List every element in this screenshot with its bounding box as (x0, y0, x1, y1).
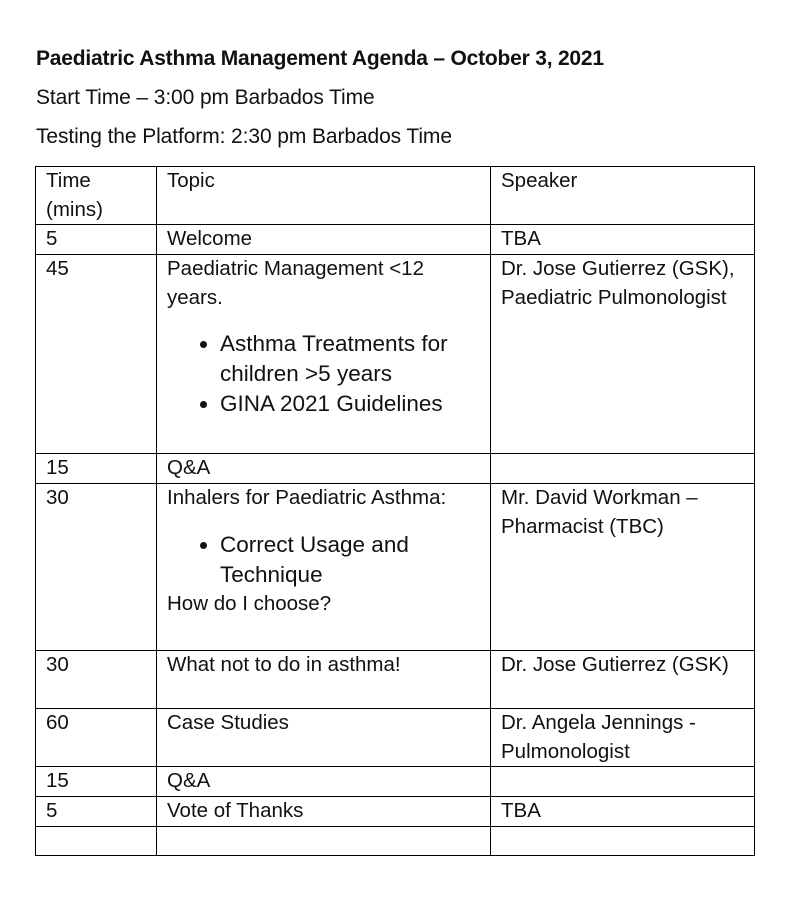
cell-time: 15 (36, 767, 157, 797)
table-row (36, 484, 755, 651)
header-time-line2: (mins) (46, 197, 103, 221)
cell-topic (157, 484, 491, 651)
cell-time: 5 (36, 797, 157, 827)
cell-time (36, 827, 157, 856)
cell-time: 30 (36, 484, 157, 651)
topic-bullets (167, 530, 480, 590)
header-speaker: Speaker (491, 167, 755, 225)
topic-after-text: How do I choose? (167, 591, 332, 615)
header-time-line1: Time (46, 169, 91, 192)
cell-speaker: TBA (491, 225, 755, 255)
cell-speaker (491, 454, 755, 484)
table-row (36, 797, 755, 827)
table-row (36, 225, 755, 255)
topic-bullets (167, 329, 480, 419)
table-row (36, 767, 755, 797)
bullet-item: • GINA 2021 Guidelines (220, 389, 480, 419)
table-row-empty (36, 827, 755, 856)
cell-topic: Welcome (157, 225, 491, 255)
table-row (36, 255, 755, 454)
cell-speaker (491, 827, 755, 856)
cell-time: 45 (36, 255, 157, 454)
agenda-title: Paediatric Asthma Management Agenda – October 3, 2021 (36, 47, 604, 70)
speaker-line: Dr. Jose Gutierrez (GSK), (501, 257, 735, 280)
topic-text: Paediatric Management <12 years. (167, 257, 424, 309)
cell-topic (157, 255, 491, 454)
start-time: Start Time – 3:00 pm Barbados Time (36, 86, 375, 109)
table-row (36, 651, 755, 709)
bullet-item: • Correct Usage and Technique (220, 530, 480, 590)
cell-time: 5 (36, 225, 157, 255)
cell-speaker: TBA (491, 797, 755, 827)
table-row (36, 454, 755, 484)
cell-topic: Q&A (157, 767, 491, 797)
table-header-row (36, 167, 755, 225)
bullet-item: • Asthma Treatments for children >5 years (220, 329, 480, 389)
cell-speaker (491, 767, 755, 797)
table-row (36, 709, 755, 767)
cell-topic: Q&A (157, 454, 491, 484)
cell-time: 60 (36, 709, 157, 767)
topic-text: Inhalers for Paediatric Asthma: (167, 486, 447, 509)
agenda-table (35, 166, 755, 856)
cell-topic: Case Studies (157, 709, 491, 767)
cell-time: 15 (36, 454, 157, 484)
cell-topic: What not to do in asthma! (157, 651, 491, 709)
cell-speaker (491, 255, 755, 454)
cell-topic: Vote of Thanks (157, 797, 491, 827)
cell-topic (157, 827, 491, 856)
cell-speaker: Mr. David Workman – Pharmacist (TBC) (491, 484, 755, 651)
testing-time: Testing the Platform: 2:30 pm Barbados Time (36, 125, 452, 148)
cell-speaker: Dr. Jose Gutierrez (GSK) (491, 651, 755, 709)
cell-speaker: Dr. Angela Jennings - Pulmonologist (491, 709, 755, 767)
header-time (36, 167, 157, 225)
speaker-line: Paediatric Pulmonologist (501, 285, 727, 309)
header-topic: Topic (157, 167, 491, 225)
cell-time: 30 (36, 651, 157, 709)
